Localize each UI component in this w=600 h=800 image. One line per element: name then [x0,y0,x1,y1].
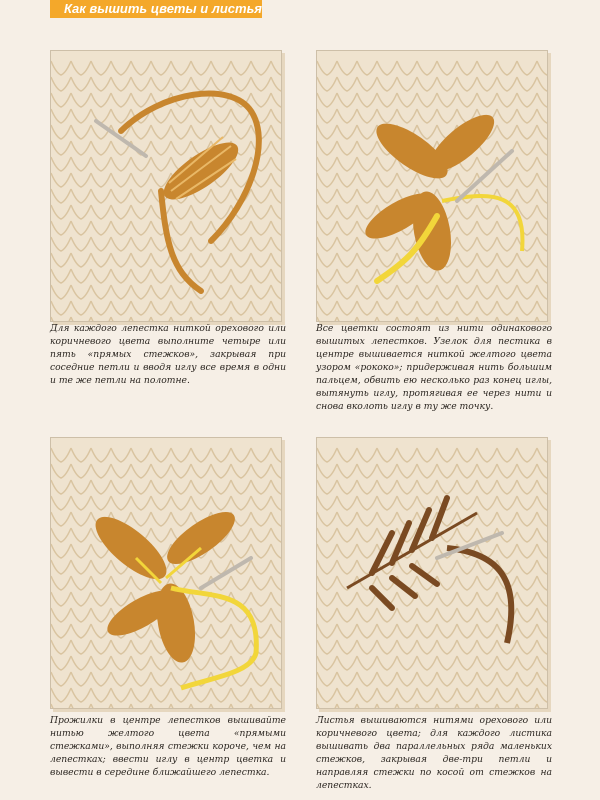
page-title: Как вышить цветы и листья [50,0,262,18]
step-2-caption: Все цветки состоят из нити одинакового вышитых лепестков. Узелок для пестика в центре вышивается ниткой желтого цвета узором «рококо»; придерживая нить большим пальцем, обвить ею несколько раз конец иглы, вытянуть иглу, протягивая ее через нити и снова вколоть иглу в ту же точку. [316,323,552,412]
step-1-caption: Для каждого лепестка ниткой орехового или коричневого цвета выполните четыре или пять «прямых стежков», закрывая при соседние петли и вводя иглу все время в одни и те же петли на полотне. [50,323,286,386]
illustration-step-2 [316,50,548,322]
illustration-step-3 [50,437,282,709]
step-3-caption: Прожилки в центре лепестков вышивайте нитью желтого цвета «прямыми стежками», выполняя стежки короче, чем на лепестках; ввести иглу в центр цветка и вывести в середине ближайшего лепестка. [50,715,286,778]
step-4-caption: Листья вышиваются нитями орехового или коричневого цвета; для каждого листика вышивать два параллельных ряда маленьких стежков, закрывая две-три петли и направляя стежки по косой от стежков на лепестках. [316,715,552,791]
illustration-step-4 [316,437,548,709]
illustration-step-1 [50,50,282,322]
